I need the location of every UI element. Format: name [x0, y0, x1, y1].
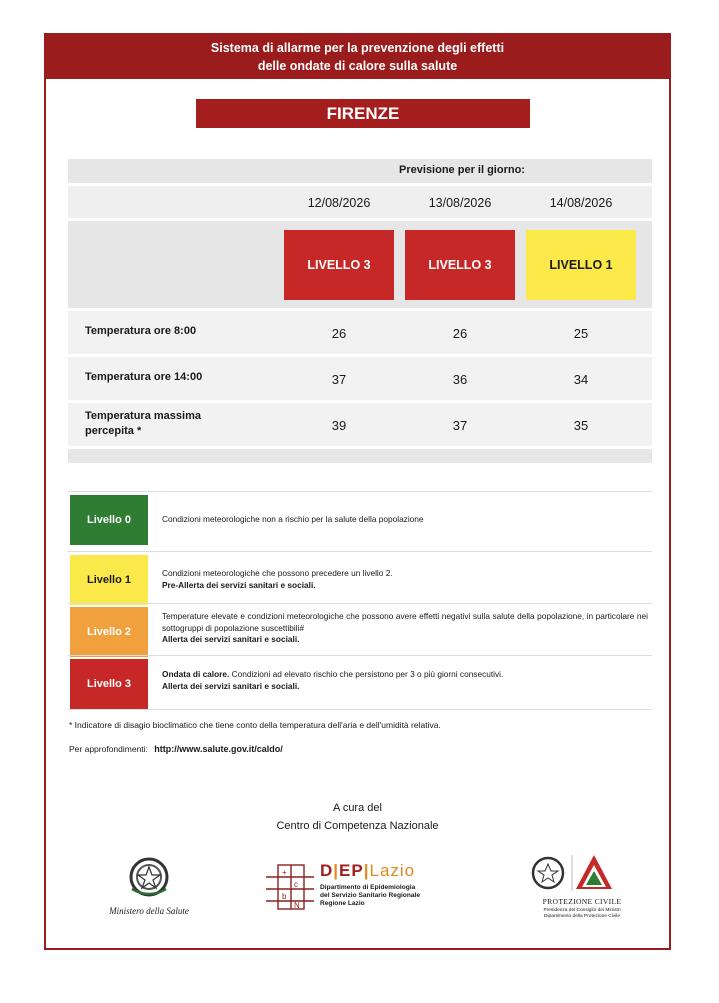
pc-subtitle: [522, 908, 642, 920]
legend-text-level-3: [162, 669, 648, 692]
legend-text-level-0: [162, 514, 648, 526]
bulletin-header: [46, 35, 669, 79]
legend-desc-level-1: Condizioni meteorologiche che possono precedere un livello 2.: [162, 568, 393, 578]
legend-desc-level-2: Temperature elevate e condizioni meteorologiche che possono avere effetti negativi sulla salute della popolazione, in particolare nei sottogruppi di popolazione suscettibili#: [162, 611, 648, 633]
dep-line-3: Regione Lazio: [320, 900, 365, 907]
temp-max-row: [68, 403, 652, 446]
svg-text:N: N: [294, 901, 300, 910]
legend-lead-level-3: Ondata di calore.: [162, 669, 230, 679]
date-day-2: 13/08/2026: [428, 196, 492, 210]
legend-text-level-2: [162, 611, 648, 646]
legend-action-level-3: Allerta dei servizi sanitari e sociali.: [162, 680, 300, 691]
legend-badge-level-2: Livello 2: [70, 607, 148, 657]
legend-badge-level-3: Livello 3: [70, 659, 148, 709]
temp-max-day-3: 35: [573, 418, 589, 433]
legend-desc-level-0: Condizioni meteorologiche non a rischio per la salute della popolazione: [162, 514, 424, 524]
temp-14-day-1: 37: [331, 372, 347, 387]
temp-max-label-line-2: percepita *: [85, 425, 142, 437]
dep-line-1: Dipartimento di Epidemiologia: [320, 884, 416, 891]
date-day-1: 12/08/2026: [307, 196, 371, 210]
legend-desc-level-3: Condizioni ad elevato rischio che persistono per 3 o più giorni consecutivi.: [229, 669, 504, 679]
table-footer-bar: [68, 449, 652, 463]
legend-badge-level-0: Livello 0: [70, 495, 148, 545]
city-title: FIRENZE: [196, 99, 530, 128]
temp-14-label: Temperatura ore 14:00: [85, 371, 203, 383]
legend-row-level-0: [68, 491, 652, 548]
bulletin-frame: [44, 33, 671, 950]
legend-badge-level-1: Livello 1: [70, 555, 148, 605]
legend-row-level-2: [68, 603, 652, 656]
ministero-label: Ministero della Salute: [109, 906, 189, 916]
protezione-civile-logo: [522, 851, 642, 931]
dep-title-ep: EP: [339, 861, 364, 880]
temp-max-day-1: 39: [331, 418, 347, 433]
dates-row: [68, 186, 652, 218]
dep-line-2: del Servizio Sanitario Regionale: [320, 892, 421, 899]
temp-max-label: [85, 409, 201, 439]
protezione-civile-icon: [528, 851, 618, 895]
more-info-line: [69, 744, 283, 754]
date-day-3: 14/08/2026: [549, 196, 613, 210]
dep-title-lazio: Lazio: [369, 861, 416, 880]
legend-action-level-2: Allerta dei servizi sanitari e sociali.: [162, 634, 300, 644]
svg-text:c: c: [294, 880, 298, 889]
asterisk-note: * Indicatore di disagio bioclimatico che tiene conto della temperatura dell'aria e dell'umidità relativa.: [69, 720, 441, 730]
temp-8-day-2: 26: [452, 326, 468, 341]
svg-text:+: +: [282, 868, 287, 877]
svg-text:b: b: [282, 892, 287, 901]
pc-title: PROTEZIONE CIVILE: [542, 897, 622, 906]
temp-14-row: [68, 357, 652, 400]
temp-8-day-1: 26: [331, 326, 347, 341]
more-info-label: Per approfondimenti:: [69, 744, 148, 754]
temp-8-day-3: 25: [573, 326, 589, 341]
pc-line-1: Presidenza del Consiglio dei Ministri: [543, 908, 621, 913]
temp-8-label: Temperatura ore 8:00: [85, 325, 197, 337]
temp-max-day-2: 37: [452, 418, 468, 433]
levels-row: [68, 221, 652, 308]
legend-action-level-1: Pre-Allerta dei servizi sanitari e sociali.: [162, 579, 316, 590]
header-line-2: delle ondate di calore sulla salute: [257, 59, 458, 73]
pc-line-2: Dipartimento della Protezione Civile: [544, 914, 620, 919]
more-info-link[interactable]: http://www.salute.gov.it/caldo/: [154, 744, 283, 754]
dep-subtitle: [320, 884, 420, 908]
credits-line-1: A cura del: [333, 802, 382, 814]
temp-14-day-3: 34: [573, 372, 589, 387]
ministero-salute-logo: [104, 855, 194, 927]
credits-line-2: Centro di Competenza Nazionale: [276, 820, 439, 832]
emblem-icon: [124, 855, 174, 899]
level-badge-day-2: LIVELLO 3: [405, 230, 515, 300]
level-badge-day-1: LIVELLO 3: [284, 230, 394, 300]
dep-title-d: D: [320, 861, 334, 880]
temp-max-label-line-1: Temperatura massima: [85, 410, 201, 422]
legend-bottom-rule: [68, 709, 652, 711]
temp-14-day-2: 36: [452, 372, 468, 387]
level-badge-day-3: LIVELLO 1: [526, 230, 636, 300]
legend-row-level-1: [68, 551, 652, 604]
header-line-1: Sistema di allarme per la prevenzione degli effetti: [210, 41, 505, 55]
dep-lazio-logo: [264, 861, 444, 921]
forecast-label-row: [68, 159, 652, 183]
legend-row-level-3: [68, 655, 652, 708]
forecast-label: Previsione per il giorno:: [399, 164, 525, 176]
legend-text-level-1: [162, 568, 648, 591]
dep-mark-icon: [264, 861, 316, 913]
temp-8-row: [68, 311, 652, 354]
dep-title: D|EP|Lazio: [320, 861, 416, 880]
